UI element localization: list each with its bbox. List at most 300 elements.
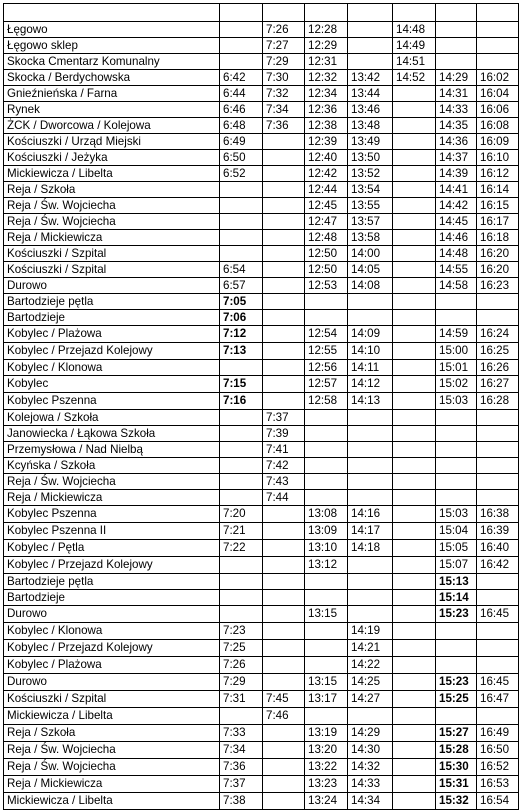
departure-time-cell bbox=[263, 657, 305, 674]
departure-time-cell: 7:36 bbox=[263, 118, 305, 134]
departure-time-cell: 7:43 bbox=[263, 474, 305, 490]
stop-name-cell: Kościuszki / Jeżyka bbox=[4, 150, 220, 166]
departure-time-cell bbox=[393, 166, 436, 182]
timetable-row bbox=[4, 557, 519, 574]
departure-time-cell: 13:52 bbox=[348, 166, 393, 182]
departure-time-cell: 14:25 bbox=[348, 674, 393, 691]
departure-time-cell: 13:23 bbox=[305, 776, 348, 793]
departure-time-cell: 16:45 bbox=[477, 674, 519, 691]
departure-time-cell bbox=[477, 442, 519, 458]
stop-name-cell: Bartodzieje pętla bbox=[4, 294, 220, 310]
departure-time-cell bbox=[220, 442, 263, 458]
departure-time-cell: 12:38 bbox=[305, 118, 348, 134]
timetable-row bbox=[4, 590, 519, 606]
timetable-row bbox=[4, 182, 519, 198]
timetable-row bbox=[4, 776, 519, 793]
timetable-row bbox=[4, 38, 519, 54]
departure-time-cell: 12:56 bbox=[305, 360, 348, 376]
departure-time-cell: 12:47 bbox=[305, 214, 348, 230]
departure-time-cell bbox=[393, 540, 436, 557]
departure-time-cell bbox=[393, 410, 436, 426]
departure-time-cell: 14:11 bbox=[348, 360, 393, 376]
departure-time-cell bbox=[393, 674, 436, 691]
departure-time-cell bbox=[220, 490, 263, 506]
departure-time-cell: 14:59 bbox=[436, 326, 477, 343]
departure-time-cell: 7:05 bbox=[220, 294, 263, 310]
departure-time-cell: 14:29 bbox=[348, 725, 393, 742]
timetable-row bbox=[4, 214, 519, 230]
stop-name-cell: Kobylec / Klonowa bbox=[4, 623, 220, 640]
departure-time-cell bbox=[348, 574, 393, 590]
timetable-row bbox=[4, 793, 519, 810]
departure-time-cell bbox=[436, 54, 477, 70]
departure-time-cell: 13:57 bbox=[348, 214, 393, 230]
stop-name-cell: Kobylec Pszenna II bbox=[4, 523, 220, 540]
departure-time-cell bbox=[305, 442, 348, 458]
departure-time-cell bbox=[393, 182, 436, 198]
timetable-row bbox=[4, 360, 519, 376]
departure-time-cell bbox=[263, 376, 305, 393]
departure-time-cell: 7:26 bbox=[263, 22, 305, 38]
timetable-row bbox=[4, 102, 519, 118]
departure-time-cell bbox=[436, 4, 477, 22]
departure-time-cell bbox=[263, 793, 305, 810]
timetable-row bbox=[4, 4, 519, 22]
timetable-row bbox=[4, 310, 519, 326]
departure-time-cell bbox=[477, 574, 519, 590]
departure-time-cell: 7:30 bbox=[263, 70, 305, 86]
departure-time-cell bbox=[263, 198, 305, 214]
stop-name-cell: Kobylec / Plażowa bbox=[4, 657, 220, 674]
departure-time-cell bbox=[348, 590, 393, 606]
departure-time-cell bbox=[220, 214, 263, 230]
departure-time-cell bbox=[393, 278, 436, 294]
departure-time-cell bbox=[393, 294, 436, 310]
departure-time-cell bbox=[263, 294, 305, 310]
departure-time-cell: 15:23 bbox=[436, 674, 477, 691]
departure-time-cell: 16:38 bbox=[477, 506, 519, 523]
stop-name-cell: Kobylec / Pętla bbox=[4, 540, 220, 557]
departure-time-cell bbox=[305, 657, 348, 674]
departure-time-cell: 12:54 bbox=[305, 326, 348, 343]
departure-time-cell bbox=[263, 590, 305, 606]
timetable-row bbox=[4, 759, 519, 776]
timetable-row bbox=[4, 134, 519, 150]
stop-name-cell: Kobylec Pszenna bbox=[4, 393, 220, 410]
departure-time-cell bbox=[263, 393, 305, 410]
departure-time-cell: 13:22 bbox=[305, 759, 348, 776]
departure-time-cell bbox=[436, 458, 477, 474]
departure-time-cell: 15:04 bbox=[436, 523, 477, 540]
timetable-row bbox=[4, 294, 519, 310]
departure-time-cell: 7:38 bbox=[220, 793, 263, 810]
departure-time-cell bbox=[393, 557, 436, 574]
departure-time-cell bbox=[263, 134, 305, 150]
timetable-row bbox=[4, 458, 519, 474]
departure-time-cell: 16:08 bbox=[477, 118, 519, 134]
departure-time-cell bbox=[263, 606, 305, 623]
departure-time-cell: 7:31 bbox=[220, 691, 263, 708]
departure-time-cell bbox=[263, 150, 305, 166]
departure-time-cell bbox=[263, 343, 305, 360]
timetable-row bbox=[4, 166, 519, 182]
departure-time-cell bbox=[263, 326, 305, 343]
departure-time-cell: 16:06 bbox=[477, 102, 519, 118]
departure-time-cell: 13:54 bbox=[348, 182, 393, 198]
departure-time-cell: 12:53 bbox=[305, 278, 348, 294]
departure-time-cell bbox=[263, 540, 305, 557]
departure-time-cell: 7:34 bbox=[263, 102, 305, 118]
departure-time-cell bbox=[477, 623, 519, 640]
stop-name-cell: Reja / Mickiewicza bbox=[4, 230, 220, 246]
timetable-row bbox=[4, 410, 519, 426]
departure-time-cell: 7:06 bbox=[220, 310, 263, 326]
departure-time-cell bbox=[393, 759, 436, 776]
departure-time-cell bbox=[393, 776, 436, 793]
stop-name-cell: Mickiewicza / Libelta bbox=[4, 708, 220, 725]
departure-time-cell bbox=[393, 326, 436, 343]
departure-time-cell: 13:09 bbox=[305, 523, 348, 540]
departure-time-cell: 16:45 bbox=[477, 606, 519, 623]
departure-time-cell bbox=[263, 230, 305, 246]
timetable-row bbox=[4, 376, 519, 393]
departure-time-cell: 7:33 bbox=[220, 725, 263, 742]
departure-time-cell: 13:19 bbox=[305, 725, 348, 742]
timetable-row bbox=[4, 230, 519, 246]
stop-name-cell: Janowiecka / Łąkowa Szkoła bbox=[4, 426, 220, 442]
departure-time-cell bbox=[477, 22, 519, 38]
stop-name-cell: Łęgowo sklep bbox=[4, 38, 220, 54]
departure-time-cell bbox=[220, 38, 263, 54]
departure-time-cell: 13:24 bbox=[305, 793, 348, 810]
departure-time-cell bbox=[305, 590, 348, 606]
departure-time-cell bbox=[305, 490, 348, 506]
departure-time-cell: 14:21 bbox=[348, 640, 393, 657]
departure-time-cell: 13:20 bbox=[305, 742, 348, 759]
stop-name-cell: Rynek bbox=[4, 102, 220, 118]
departure-time-cell bbox=[220, 4, 263, 22]
departure-time-cell bbox=[348, 708, 393, 725]
departure-time-cell: 16:24 bbox=[477, 326, 519, 343]
departure-time-cell: 16:15 bbox=[477, 198, 519, 214]
departure-time-cell bbox=[348, 474, 393, 490]
departure-time-cell bbox=[220, 54, 263, 70]
departure-time-cell: 16:17 bbox=[477, 214, 519, 230]
departure-time-cell: 14:36 bbox=[436, 134, 477, 150]
departure-time-cell: 16:39 bbox=[477, 523, 519, 540]
stop-name-cell: ŻCK / Dworcowa / Kolejowa bbox=[4, 118, 220, 134]
departure-time-cell: 6:44 bbox=[220, 86, 263, 102]
departure-time-cell: 14:29 bbox=[436, 70, 477, 86]
departure-time-cell bbox=[436, 474, 477, 490]
departure-time-cell: 14:42 bbox=[436, 198, 477, 214]
departure-time-cell: 14:30 bbox=[348, 742, 393, 759]
departure-time-cell: 14:27 bbox=[348, 691, 393, 708]
departure-time-cell: 7:13 bbox=[220, 343, 263, 360]
departure-time-cell: 12:58 bbox=[305, 393, 348, 410]
departure-time-cell: 16:49 bbox=[477, 725, 519, 742]
departure-time-cell bbox=[348, 54, 393, 70]
departure-time-cell: 7:32 bbox=[263, 86, 305, 102]
departure-time-cell bbox=[263, 4, 305, 22]
stop-name-cell: Reja / Św. Wojciecha bbox=[4, 198, 220, 214]
departure-time-cell bbox=[436, 38, 477, 54]
departure-time-cell bbox=[263, 759, 305, 776]
departure-time-cell: 7:15 bbox=[220, 376, 263, 393]
timetable-row bbox=[4, 22, 519, 38]
departure-time-cell bbox=[393, 458, 436, 474]
timetable-row bbox=[4, 246, 519, 262]
departure-time-cell: 6:57 bbox=[220, 278, 263, 294]
departure-time-cell: 7:16 bbox=[220, 393, 263, 410]
departure-time-cell bbox=[263, 278, 305, 294]
departure-time-cell: 13:42 bbox=[348, 70, 393, 86]
departure-time-cell bbox=[477, 4, 519, 22]
departure-time-cell: 7:41 bbox=[263, 442, 305, 458]
departure-time-cell bbox=[263, 166, 305, 182]
departure-time-cell: 7:27 bbox=[263, 38, 305, 54]
departure-time-cell bbox=[477, 490, 519, 506]
departure-time-cell: 16:42 bbox=[477, 557, 519, 574]
departure-time-cell: 14:00 bbox=[348, 246, 393, 262]
departure-time-cell bbox=[220, 458, 263, 474]
departure-time-cell bbox=[477, 426, 519, 442]
departure-time-cell: 7:22 bbox=[220, 540, 263, 557]
departure-time-cell: 15:30 bbox=[436, 759, 477, 776]
timetable-row bbox=[4, 54, 519, 70]
stop-name-cell: Kościuszki / Urząd Miejski bbox=[4, 134, 220, 150]
departure-time-cell bbox=[305, 310, 348, 326]
departure-time-cell bbox=[436, 410, 477, 426]
departure-time-cell: 15:27 bbox=[436, 725, 477, 742]
stop-name-cell: Kościuszki / Szpital bbox=[4, 691, 220, 708]
departure-time-cell: 7:44 bbox=[263, 490, 305, 506]
departure-time-cell bbox=[348, 490, 393, 506]
departure-time-cell bbox=[436, 657, 477, 674]
departure-time-cell: 16:18 bbox=[477, 230, 519, 246]
timetable-row bbox=[4, 691, 519, 708]
departure-time-cell: 13:49 bbox=[348, 134, 393, 150]
departure-time-cell: 14:52 bbox=[393, 70, 436, 86]
departure-time-cell: 14:17 bbox=[348, 523, 393, 540]
stop-name-cell: Reja / Szkoła bbox=[4, 182, 220, 198]
timetable-row bbox=[4, 657, 519, 674]
departure-time-cell: 12:48 bbox=[305, 230, 348, 246]
stop-name-cell: Kościuszki / Szpital bbox=[4, 246, 220, 262]
departure-time-cell bbox=[305, 474, 348, 490]
departure-time-cell bbox=[305, 4, 348, 22]
departure-time-cell: 7:39 bbox=[263, 426, 305, 442]
departure-time-cell bbox=[263, 776, 305, 793]
departure-time-cell bbox=[393, 262, 436, 278]
departure-time-cell: 7:20 bbox=[220, 506, 263, 523]
departure-time-cell bbox=[220, 474, 263, 490]
departure-time-cell: 16:47 bbox=[477, 691, 519, 708]
departure-time-cell bbox=[220, 574, 263, 590]
departure-time-cell bbox=[477, 590, 519, 606]
departure-time-cell bbox=[393, 118, 436, 134]
departure-time-cell: 15:02 bbox=[436, 376, 477, 393]
departure-time-cell bbox=[348, 38, 393, 54]
departure-time-cell bbox=[220, 230, 263, 246]
departure-time-cell bbox=[348, 410, 393, 426]
stop-name-cell: Bartodzieje pętla bbox=[4, 574, 220, 590]
departure-time-cell bbox=[220, 410, 263, 426]
departure-time-cell: 7:26 bbox=[220, 657, 263, 674]
departure-time-cell bbox=[393, 393, 436, 410]
departure-time-cell: 6:49 bbox=[220, 134, 263, 150]
departure-time-cell: 15:14 bbox=[436, 590, 477, 606]
stop-name-cell: Durowo bbox=[4, 606, 220, 623]
timetable-row bbox=[4, 426, 519, 442]
departure-time-cell bbox=[220, 590, 263, 606]
departure-time-cell: 15:07 bbox=[436, 557, 477, 574]
stop-name-cell: Durowo bbox=[4, 674, 220, 691]
departure-time-cell bbox=[305, 294, 348, 310]
departure-time-cell bbox=[220, 557, 263, 574]
departure-time-cell bbox=[305, 410, 348, 426]
departure-time-cell: 7:23 bbox=[220, 623, 263, 640]
departure-time-cell bbox=[393, 742, 436, 759]
stop-name-cell: Reja / Św. Wojciecha bbox=[4, 742, 220, 759]
departure-time-cell bbox=[436, 623, 477, 640]
departure-time-cell bbox=[393, 442, 436, 458]
departure-time-cell: 14:12 bbox=[348, 376, 393, 393]
departure-time-cell: 12:29 bbox=[305, 38, 348, 54]
departure-time-cell: 14:41 bbox=[436, 182, 477, 198]
departure-time-cell bbox=[348, 310, 393, 326]
departure-time-cell: 7:25 bbox=[220, 640, 263, 657]
departure-time-cell: 12:39 bbox=[305, 134, 348, 150]
departure-time-cell bbox=[348, 442, 393, 458]
departure-time-cell: 16:28 bbox=[477, 393, 519, 410]
timetable-row bbox=[4, 506, 519, 523]
departure-time-cell: 12:31 bbox=[305, 54, 348, 70]
departure-time-cell: 14:19 bbox=[348, 623, 393, 640]
departure-time-cell bbox=[436, 442, 477, 458]
timetable-row bbox=[4, 70, 519, 86]
departure-time-cell bbox=[348, 458, 393, 474]
departure-time-cell: 15:23 bbox=[436, 606, 477, 623]
departure-time-cell bbox=[263, 506, 305, 523]
timetable-row bbox=[4, 674, 519, 691]
departure-time-cell bbox=[263, 640, 305, 657]
timetable-row bbox=[4, 442, 519, 458]
departure-time-cell: 14:34 bbox=[348, 793, 393, 810]
timetable-row bbox=[4, 393, 519, 410]
departure-time-cell bbox=[393, 230, 436, 246]
departure-time-cell bbox=[348, 557, 393, 574]
departure-time-cell bbox=[393, 606, 436, 623]
departure-time-cell bbox=[263, 246, 305, 262]
departure-time-cell bbox=[436, 294, 477, 310]
departure-time-cell bbox=[393, 86, 436, 102]
departure-time-cell: 14:18 bbox=[348, 540, 393, 557]
stop-name-cell: Kolejowa / Szkoła bbox=[4, 410, 220, 426]
departure-time-cell: 14:05 bbox=[348, 262, 393, 278]
stop-name-cell: Skocka Cmentarz Komunalny bbox=[4, 54, 220, 70]
departure-time-cell: 16:20 bbox=[477, 246, 519, 262]
departure-time-cell bbox=[436, 22, 477, 38]
departure-time-cell bbox=[477, 657, 519, 674]
departure-time-cell: 14:31 bbox=[436, 86, 477, 102]
departure-time-cell bbox=[393, 198, 436, 214]
departure-time-cell: 14:10 bbox=[348, 343, 393, 360]
departure-time-cell bbox=[393, 490, 436, 506]
departure-time-cell: 15:32 bbox=[436, 793, 477, 810]
departure-time-cell bbox=[220, 198, 263, 214]
departure-time-cell: 7:29 bbox=[263, 54, 305, 70]
departure-time-cell bbox=[393, 214, 436, 230]
departure-time-cell: 14:51 bbox=[393, 54, 436, 70]
departure-time-cell: 15:28 bbox=[436, 742, 477, 759]
departure-time-cell bbox=[393, 725, 436, 742]
departure-time-cell: 14:35 bbox=[436, 118, 477, 134]
departure-time-cell bbox=[393, 150, 436, 166]
stop-name-cell: Kobylec / Plażowa bbox=[4, 326, 220, 343]
stop-name-cell: Skocka / Berdychowska bbox=[4, 70, 220, 86]
departure-time-cell: 13:12 bbox=[305, 557, 348, 574]
departure-time-cell bbox=[263, 182, 305, 198]
stop-name-cell: Reja / Mickiewicza bbox=[4, 776, 220, 793]
departure-time-cell: 14:22 bbox=[348, 657, 393, 674]
departure-time-cell: 14:16 bbox=[348, 506, 393, 523]
departure-time-cell bbox=[220, 246, 263, 262]
departure-time-cell bbox=[263, 674, 305, 691]
timetable-row bbox=[4, 326, 519, 343]
departure-time-cell bbox=[348, 426, 393, 442]
departure-time-cell bbox=[477, 474, 519, 490]
departure-time-cell bbox=[436, 490, 477, 506]
departure-time-cell: 12:50 bbox=[305, 246, 348, 262]
departure-time-cell: 16:50 bbox=[477, 742, 519, 759]
departure-time-cell bbox=[436, 640, 477, 657]
departure-time-cell bbox=[220, 606, 263, 623]
departure-time-cell: 16:10 bbox=[477, 150, 519, 166]
departure-time-cell: 13:08 bbox=[305, 506, 348, 523]
stop-name-cell: Kcyńska / Szkoła bbox=[4, 458, 220, 474]
departure-time-cell: 16:14 bbox=[477, 182, 519, 198]
departure-time-cell: 7:36 bbox=[220, 759, 263, 776]
departure-time-cell: 14:33 bbox=[348, 776, 393, 793]
departure-time-cell: 7:42 bbox=[263, 458, 305, 474]
departure-time-cell: 13:17 bbox=[305, 691, 348, 708]
departure-time-cell: 14:37 bbox=[436, 150, 477, 166]
departure-time-cell: 7:12 bbox=[220, 326, 263, 343]
departure-time-cell: 14:32 bbox=[348, 759, 393, 776]
departure-time-cell: 14:45 bbox=[436, 214, 477, 230]
timetable-row bbox=[4, 198, 519, 214]
departure-time-cell bbox=[477, 38, 519, 54]
departure-time-cell: 15:05 bbox=[436, 540, 477, 557]
timetable-row bbox=[4, 540, 519, 557]
departure-time-cell: 14:33 bbox=[436, 102, 477, 118]
timetable-body bbox=[4, 4, 519, 810]
departure-time-cell bbox=[263, 310, 305, 326]
departure-time-cell bbox=[393, 134, 436, 150]
departure-time-cell bbox=[393, 708, 436, 725]
departure-time-cell: 13:44 bbox=[348, 86, 393, 102]
departure-time-cell: 14:58 bbox=[436, 278, 477, 294]
departure-time-cell: 7:37 bbox=[220, 776, 263, 793]
departure-time-cell bbox=[220, 360, 263, 376]
departure-time-cell bbox=[393, 343, 436, 360]
departure-time-cell bbox=[477, 54, 519, 70]
departure-time-cell bbox=[393, 360, 436, 376]
stop-name-cell: Mickiewicza / Libelta bbox=[4, 166, 220, 182]
departure-time-cell: 7:37 bbox=[263, 410, 305, 426]
departure-time-cell bbox=[348, 22, 393, 38]
